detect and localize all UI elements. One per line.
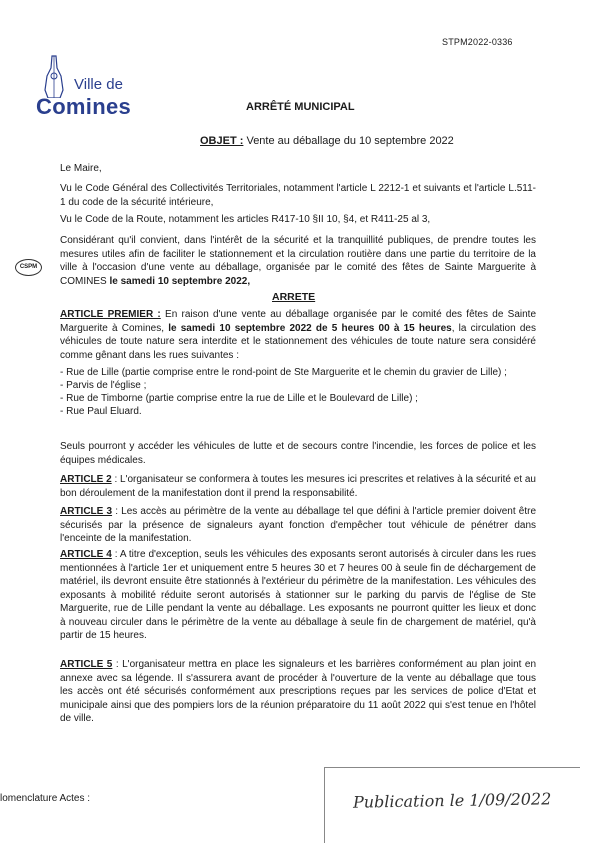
article-4 bbox=[60, 548, 536, 643]
article-3-label: ARTICLE 3 bbox=[60, 506, 113, 517]
article-3-text: : Les accès au périmètre de la vente au déballage tel que défini à l'article premier doivent être sécurisés par la présence de signaleurs ayant fonction d'empêcher tout véhicule de pénétrer dans l'enceinte de la manifestation. bbox=[60, 506, 537, 544]
article-premier-text1: En raison d'une vente au déballage organisée par le comité des fêtes de Sainte Marguerite à Comines, bbox=[60, 309, 536, 334]
article-2-label: ARTICLE 2 bbox=[60, 474, 112, 485]
streets-list bbox=[60, 366, 536, 418]
arrete-heading: ARRETE bbox=[272, 291, 316, 303]
article-premier-date: le samedi 10 septembre 2022 de 5 heures 00 à 15 heures bbox=[168, 322, 452, 334]
publication-handwritten: Publication le 1/09/2022 bbox=[352, 789, 552, 812]
article-premier-text3: , la circulation des véhicules de toute nature sera interdite et le stationnement des véhicules de toute nature sera considéré comme gênant dans les rues suivantes : bbox=[60, 322, 536, 361]
list-item: - Parvis de l'église ; bbox=[60, 380, 147, 391]
document-reference: STPM2022-0336 bbox=[442, 37, 513, 47]
objet-text: Vente au déballage du 10 septembre 2022 bbox=[243, 135, 454, 147]
church-spire-icon bbox=[34, 54, 74, 98]
article-4-label: ARTICLE 4 bbox=[60, 549, 112, 560]
article-premier-label: ARTICLE PREMIER : bbox=[60, 309, 161, 320]
logo-text-line1: Ville de bbox=[74, 76, 123, 93]
article-2-text: : L'organisateur se conformera à toutes les mesures ici prescrites et relatives à la sécurité et au bon déroulement de la manifestation dont il prend la responsabilité. bbox=[60, 474, 536, 499]
access-exceptions: Seuls pourront y accéder les véhicules de lutte et de secours contre l'incendie, les forces de police et les équipes médicales. bbox=[60, 441, 536, 466]
document-title: ARRÊTÉ MUNICIPAL bbox=[246, 101, 355, 113]
article-4-text: : A titre d'exception, seuls les véhicules des exposants seront autorisés à circuler dans les rues mentionnées à l'article 1er et uniquement entre 5 heures 30 et 7 heures 00 à seule fin de déchargement de matériel, ils devront ensuite être stationnés à l'extérieur du périmètre de la manifestation. Les véhicules des exposants à mobilité réduite seront autorisés à stationner sur le parking du parvis de l'église de Ste Marguerite, rue de Lille pendant la vente au déballage. Les exposants ne pourront quitter les lieux et donc à nouveau circuler dans le périmètre de la vente au déballage à seule fin de chargement de matériel, qu'à partir de 15 heures. bbox=[60, 549, 537, 641]
cspm-stamp: CSPM bbox=[15, 259, 42, 276]
city-logo bbox=[34, 54, 144, 124]
list-item: - Rue de Lille (partie comprise entre le rond-point de Ste Marguerite et le chemin du gravier de Lille) ; bbox=[60, 367, 507, 378]
considerant-date: le samedi 10 septembre 2022, bbox=[109, 275, 251, 287]
nomenclature-label: lomenclature Actes : bbox=[0, 793, 91, 804]
preamble-vu-cgct: Vu le Code Général des Collectivités Territoriales, notamment l'article L 2212-1 et suivants et l'article L.511-1 du code de la sécurité intérieure, bbox=[60, 183, 536, 208]
article-2 bbox=[60, 473, 536, 500]
publication-box bbox=[324, 767, 580, 843]
considerant-text: Considérant qu'il convient, dans l'intérêt de la sécurité et la tranquillité publiques, de prendre toutes les mesures utiles afin de faciliter le stationnement et la circulation routière dans une partie du territoire de la ville à l'occasion d'une vente au déballage, organisée par le comité des fêtes de Sainte Marguerite à COMINES bbox=[60, 235, 536, 287]
preamble-vu-code-route: Vu le Code de la Route, notamment les articles R417-10 §II 10, §4, et R411-25 al 3, bbox=[60, 214, 431, 225]
preamble-maire: Le Maire, bbox=[60, 163, 102, 174]
list-item: - Rue Paul Eluard. bbox=[60, 406, 142, 417]
list-item: - Rue de Timborne (partie comprise entre la rue de Lille et le Boulevard de Lille) ; bbox=[60, 393, 418, 404]
preamble-considerant bbox=[60, 234, 536, 288]
logo-text-line2: Comines bbox=[36, 94, 132, 119]
objet-line bbox=[200, 135, 454, 147]
article-5-label: ARTICLE 5 bbox=[60, 659, 113, 670]
article-premier bbox=[60, 308, 536, 362]
article-5-text: : L'organisateur mettra en place les signaleurs et les barrières conformément au plan joint en annexe avec sa légende. Il s'assurera avant de procéder à l'ouverture de la vente au déballage que tous les accès ont été sécurisés conformément aux prescriptions reçues par les services de police d'Etat et municipale ainsi que des pompiers lors de la réunion préparatoire du 11 août 2022 qui s'est tenue en l'hôtel de ville. bbox=[60, 659, 537, 724]
article-3 bbox=[60, 505, 536, 546]
article-5 bbox=[60, 658, 536, 726]
objet-label: OBJET : bbox=[200, 135, 244, 147]
